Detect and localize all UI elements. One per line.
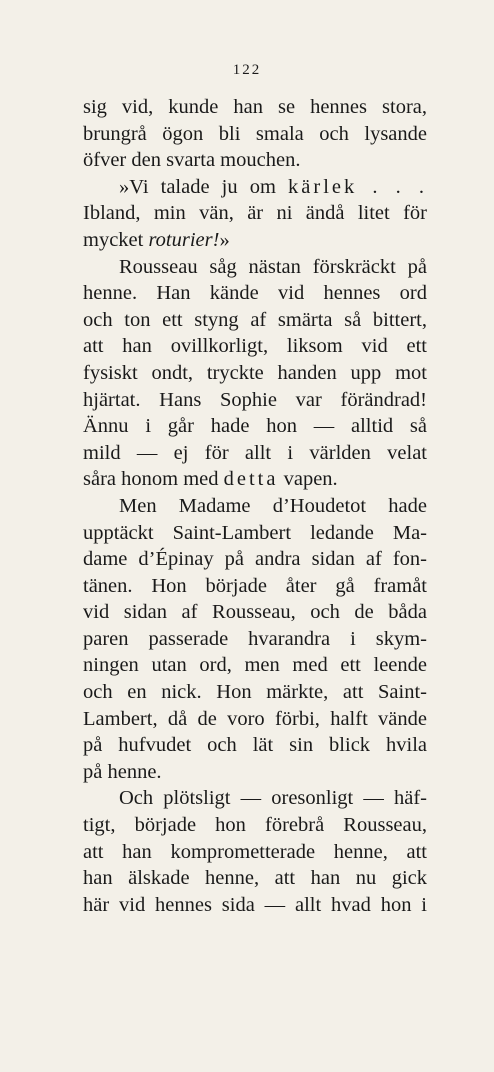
text-line: sig vid, kunde han se hennes stora, <box>83 96 427 118</box>
text-line: att han komprometterade henne, att <box>83 840 427 863</box>
text-line: tigt, började hon förebrå Rousseau, <box>83 814 427 837</box>
text-line: Lambert, då de voro förbi, halft vände <box>83 707 427 730</box>
text-line: och en nick. Hon märkte, att Saint- <box>83 681 427 704</box>
text-line: Men Madame d’Houdetot hade <box>119 494 427 517</box>
text-line: här vid hennes sida — allt hvad hon i <box>83 893 427 916</box>
text-line: upptäckt Saint-Lambert ledande Ma- <box>83 521 427 544</box>
text-line <box>83 174 427 201</box>
text-segment: såra honom med <box>83 468 224 491</box>
text-line: Och plötsligt — oresonligt — häf- <box>119 787 427 810</box>
text-line: och ton ett styng af smärta så bittert, <box>83 308 427 331</box>
text-line: öfver den svarta mouchen. <box>83 149 301 172</box>
emphasized-word: detta <box>223 468 279 491</box>
text-line <box>83 466 427 493</box>
text-line: ningen utan ord, men med ett leende <box>83 654 427 677</box>
text-line: mild — ej för allt i världen velat <box>83 441 427 464</box>
text-segment: »Vi talade ju om <box>119 175 289 198</box>
page-number: 122 <box>232 62 262 78</box>
text-segment: mycket <box>83 228 149 251</box>
text-line: vid sidan af Rousseau, och de båda <box>83 601 427 624</box>
text-line: Rousseau såg nästan förskräckt på <box>119 255 427 278</box>
text-line: fysiskt ondt, tryckte handen upp mot <box>83 361 427 384</box>
text-line: på henne. <box>83 760 162 783</box>
text-line: paren passerade hvarandra i skym- <box>83 627 427 650</box>
text-line: han älskade henne, att han nu gick <box>83 867 427 890</box>
text-segment: vapen. <box>278 468 338 491</box>
body-text <box>83 94 427 918</box>
text-line: henne. Han kände vid hennes ord <box>83 282 427 305</box>
italic-word: roturier! <box>148 228 220 251</box>
text-line: på hufvudet och lät sin blick hvila <box>83 734 427 757</box>
text-line: att han ovillkorligt, liksom vid ett <box>83 335 427 358</box>
text-line: tänen. Hon började åter gå framåt <box>83 574 427 597</box>
emphasized-word: kärlek . . . <box>288 175 427 198</box>
closing-quote: » <box>219 228 230 251</box>
text-line: hjärtat. Hans Sophie var förändrad! <box>83 388 427 411</box>
text-line <box>83 227 427 254</box>
text-line: Ännu i går hade hon — alltid så <box>83 415 427 438</box>
text-line: dame d’Épinay på andra sidan af fon- <box>83 548 427 571</box>
text-line: Ibland, min vän, är ni ändå litet för <box>83 202 427 225</box>
text-line: brungrå ögon bli smala och lysande <box>83 122 427 145</box>
